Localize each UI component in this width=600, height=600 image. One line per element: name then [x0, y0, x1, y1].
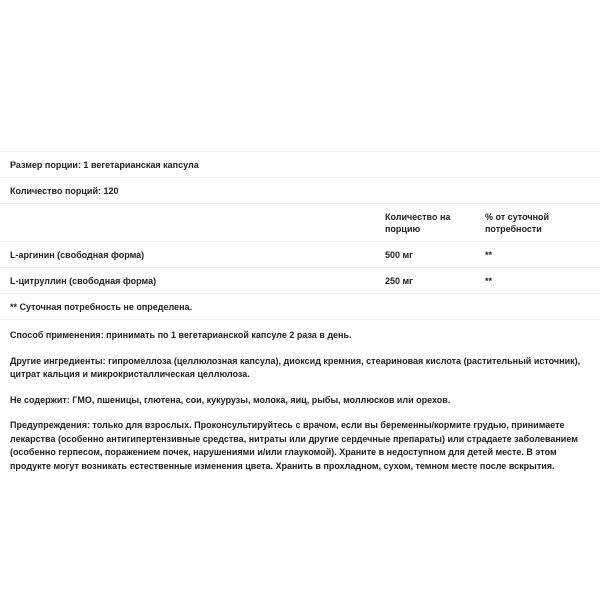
supplement-facts-panel: [0, 151, 600, 473]
other-ingredients-paragraph: Другие ингредиенты: гипромеллоза (целлюлозная капсула), диоксид кремния, стеариновая кислота (растительный источник), цитрат кальция и микрокристаллическая целлюлоза.: [10, 355, 581, 379]
servings-per-container-line: Количество порций: 120: [10, 186, 119, 196]
table-row: [0, 268, 600, 293]
header-cell-amount-per-serving: Количество на порцию: [385, 212, 451, 234]
info-sections: [0, 329, 600, 473]
daily-value-footnote: ** Суточная потребность не определена.: [10, 302, 193, 312]
ingredient-amount: 500 мг: [385, 250, 413, 260]
divider-after-footnote: [0, 319, 600, 320]
table-header-row: [0, 204, 600, 241]
ingredient-daily-value: **: [485, 276, 493, 286]
ingredient-name: L-аргинин (свободная форма): [10, 250, 145, 260]
directions-paragraph: Способ применения: принимать по 1 вегетарианской капсуле 2 раза в день.: [10, 330, 352, 340]
free-of-paragraph: Не содержит: ГМО, пшеницы, глютена, сои, кукурузы, молока, яиц, рыбы, моллюсков или орехов.: [10, 394, 451, 405]
warnings-paragraph: Предупреждения: только для взрослых. Проконсультируйтесь с врачом, если вы беременны/кормите грудью, принимаете лекарства (особенно антигипертензивные средства, нитраты или другие сердечные препараты) или страдаете заболеванием (особенно герпесом, поражением почек, нарушениями и/или глаукомой). Храните в недоступном для детей месте. В этом продукте могут возникать естественные изменения цвета. Хранить в прохладном, сухом, темном месте после вскрытия.: [10, 420, 578, 471]
ingredient-name: L-цитруллин (свободная форма): [10, 276, 157, 286]
header-cell-percent-daily-value: % от суточной потребности: [485, 212, 550, 234]
ingredient-amount: 250 мг: [385, 276, 413, 286]
serving-size-line: Размер порции: 1 вегетарианская капсула: [10, 160, 199, 170]
ingredient-daily-value: **: [485, 250, 493, 260]
table-row: [0, 242, 600, 267]
